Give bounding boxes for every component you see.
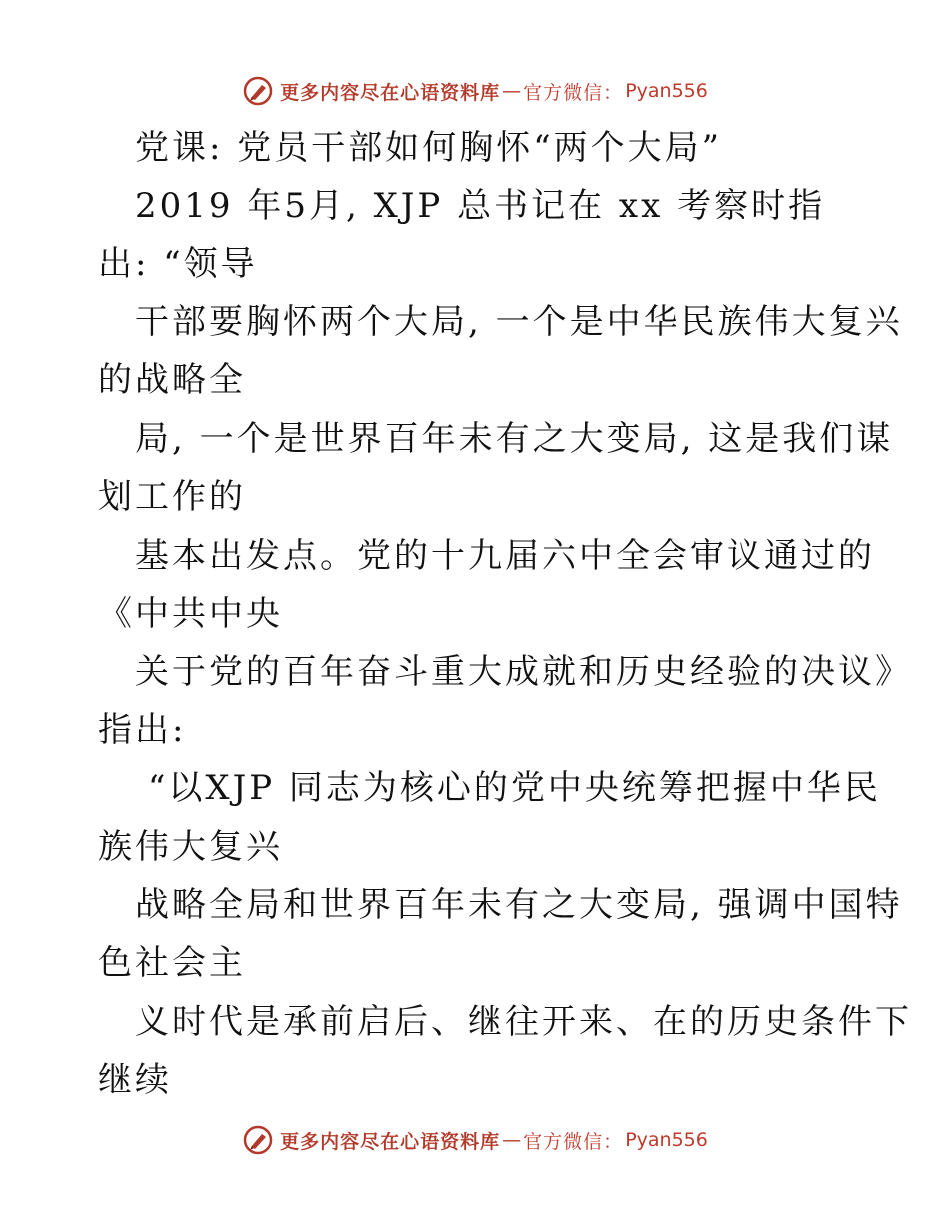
banner-dash: — bbox=[502, 80, 522, 102]
banner-main-text: 更多内容尽在心语资料库 bbox=[280, 81, 501, 104]
text-line: 干部要胸怀两个大局, 一个是中华民族伟大复兴 bbox=[135, 302, 903, 342]
text-line: 义时代是承前启后、继往开来、在的历史条件下 bbox=[135, 1002, 912, 1042]
footer-banner bbox=[0, 1120, 950, 1160]
text-line: 族伟大复兴 bbox=[98, 827, 283, 867]
banner-main-text: 更多内容尽在心语资料库 bbox=[280, 1130, 501, 1153]
text-line: 关于党的百年奋斗重大成就和历史经验的决议》 bbox=[135, 652, 912, 692]
document-title: 党课: 党员干部如何胸怀“两个大局” bbox=[135, 128, 723, 168]
banner-wechat-account: Pyan556 bbox=[625, 80, 708, 102]
text-line: 指出: bbox=[98, 710, 187, 750]
pen-logo-icon bbox=[242, 75, 274, 107]
pen-logo-icon bbox=[242, 1124, 274, 1156]
text-line: “以XJP 同志为核心的党中央统筹把握中华民 bbox=[148, 768, 881, 808]
text-line: 战略全局和世界百年未有之大变局, 强调中国特 bbox=[135, 885, 903, 925]
text-line: 色社会主 bbox=[98, 943, 246, 983]
text-line: 划工作的 bbox=[98, 477, 246, 517]
header-banner bbox=[0, 71, 950, 111]
banner-dash: — bbox=[502, 1129, 522, 1151]
text-line: 《中共中央 bbox=[98, 594, 283, 634]
text-line: 出: “领导 bbox=[98, 244, 258, 284]
text-line: 的战略全 bbox=[98, 360, 246, 400]
text-line: 继续 bbox=[98, 1060, 172, 1100]
text-line: 基本出发点。党的十九届六中全会审议通过的 bbox=[135, 536, 875, 576]
text-line: 2019 年5月, XJP 总书记在 xx 考察时指 bbox=[135, 186, 826, 226]
banner-wechat-label: 官方微信： bbox=[523, 81, 624, 104]
text-line: 局, 一个是世界百年未有之大变局, 这是我们谋 bbox=[135, 419, 894, 459]
banner-wechat-label: 官方微信： bbox=[523, 1130, 624, 1153]
banner-wechat-account: Pyan556 bbox=[625, 1129, 708, 1151]
